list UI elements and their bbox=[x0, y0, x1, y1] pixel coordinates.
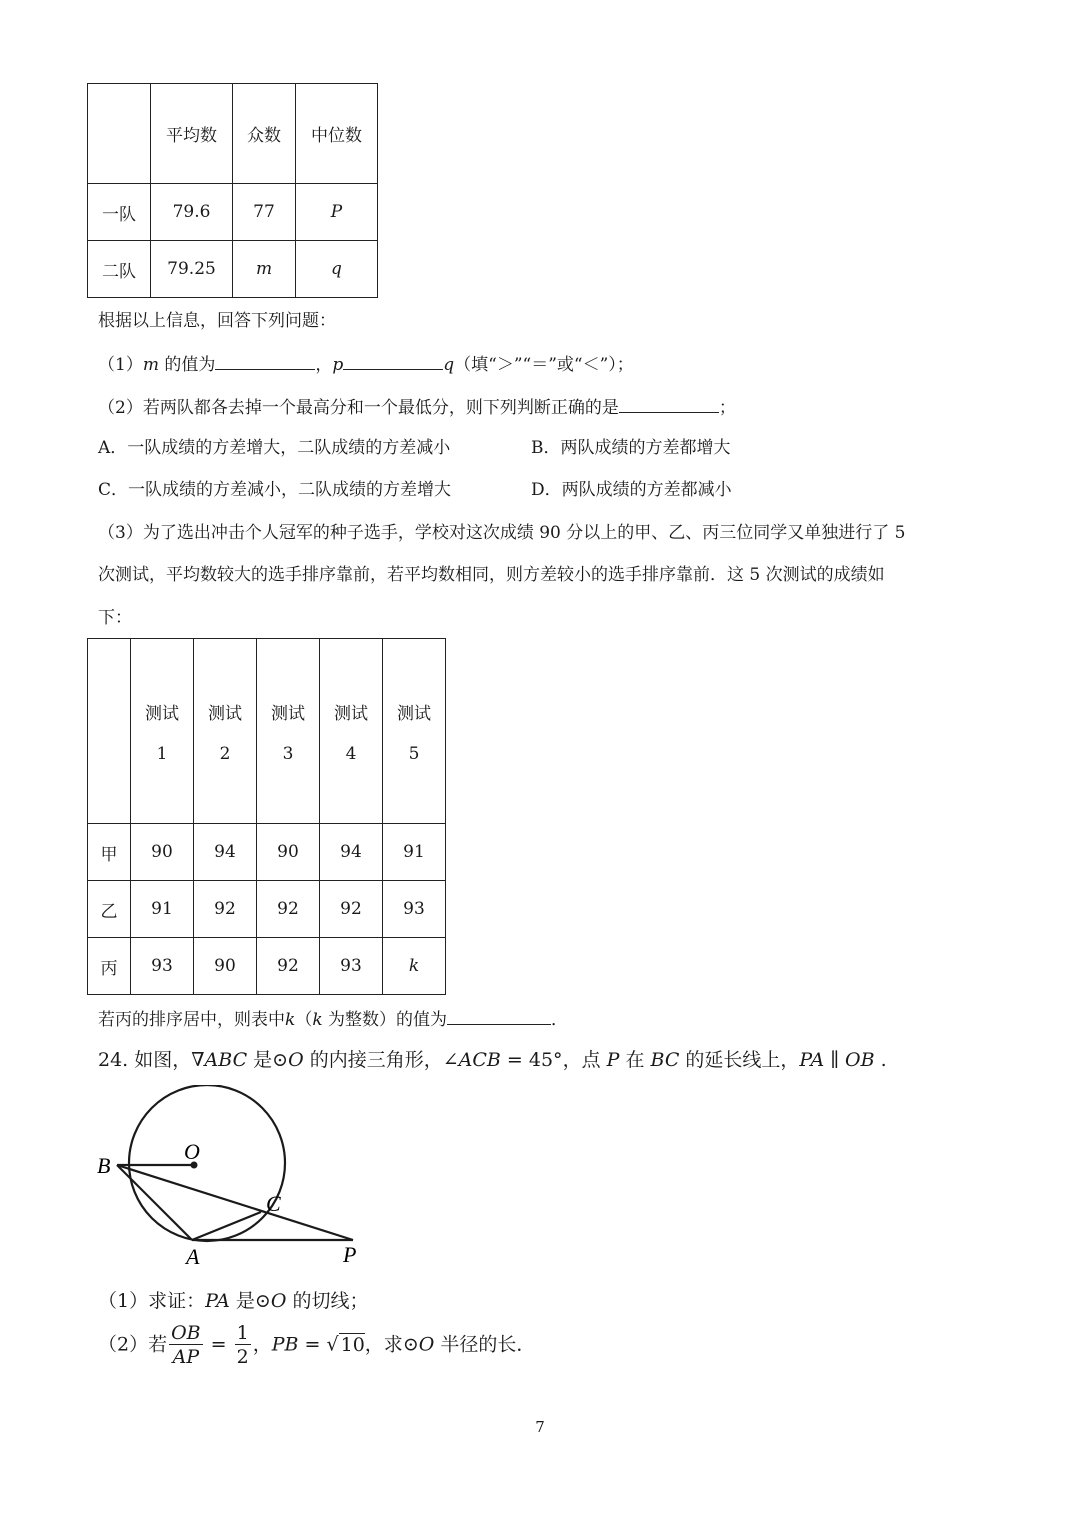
table-cell: 92 bbox=[320, 881, 383, 938]
circle-o bbox=[129, 1085, 285, 1241]
question-3-line-1: （3）为了选出冲击个人冠军的种子选手，学校对这次成绩 90 分以上的甲、乙、丙三位同学又单独进行了 5 bbox=[98, 523, 906, 543]
table-cell: 乙 bbox=[88, 881, 131, 938]
question-3-answer: 若丙的排序居中，则表中k（k 为整数）的值为 ． bbox=[98, 1006, 568, 1032]
label-b: B bbox=[97, 1153, 111, 1178]
table-cell: 一队 bbox=[88, 184, 151, 241]
stats-table bbox=[87, 83, 378, 298]
table-cell: 90 bbox=[257, 824, 320, 881]
test-scores-table bbox=[87, 638, 446, 995]
subquestion-2: （2）若 $\frac{OB}{AP}$ = $\frac{1}{2}$ ，PB = √ 10，求⊙O 半径的长． bbox=[98, 1322, 536, 1368]
table-header-cell: 中位数 bbox=[296, 84, 378, 184]
answer-blank[interactable] bbox=[215, 351, 315, 370]
label-p: P bbox=[343, 1242, 357, 1267]
table-cell: 丙 bbox=[88, 938, 131, 995]
answer-blank[interactable] bbox=[619, 394, 719, 413]
table-header-cell: 平均数 bbox=[151, 84, 233, 184]
label-a: A bbox=[186, 1244, 200, 1269]
table-header-cell bbox=[88, 639, 131, 824]
table-header-cell: 测试 4 bbox=[320, 639, 383, 824]
table-cell: 94 bbox=[320, 824, 383, 881]
option-a: A．一队成绩的方差增大，二队成绩的方差减小 bbox=[98, 438, 451, 458]
option-c: C．一队成绩的方差减小，二队成绩的方差增大 bbox=[98, 480, 452, 500]
table-header-cell: 测试 1 bbox=[131, 639, 194, 824]
geometry-figure bbox=[90, 1085, 380, 1275]
table-cell: m bbox=[233, 241, 296, 298]
answer-blank[interactable] bbox=[447, 1006, 551, 1025]
answer-blank[interactable] bbox=[343, 351, 443, 370]
segment-bp bbox=[117, 1165, 353, 1240]
table-cell: P bbox=[296, 184, 378, 241]
label-c: C bbox=[266, 1191, 281, 1216]
table-cell: 92 bbox=[257, 881, 320, 938]
table-cell: 93 bbox=[383, 881, 446, 938]
fraction-one-half: $\frac{1}{2}$ bbox=[236, 1322, 249, 1368]
table-cell: 90 bbox=[194, 938, 257, 995]
table-cell: q bbox=[296, 241, 378, 298]
page-number: 7 bbox=[535, 1418, 545, 1436]
table-row bbox=[88, 824, 446, 881]
table-header-cell bbox=[88, 84, 151, 184]
table-row bbox=[88, 938, 446, 995]
table-cell: 79.25 bbox=[151, 241, 233, 298]
question-1: （1）m 的值为 ，p q（填“＞”“＝”或“＜”）； bbox=[98, 351, 634, 377]
table-row bbox=[88, 241, 378, 298]
table-cell: 77 bbox=[233, 184, 296, 241]
table-cell: 91 bbox=[131, 881, 194, 938]
table-cell: k bbox=[383, 938, 446, 995]
label-o: O bbox=[184, 1139, 200, 1164]
table-cell: 91 bbox=[383, 824, 446, 881]
table-cell: 79.6 bbox=[151, 184, 233, 241]
table-cell: 92 bbox=[257, 938, 320, 995]
table-cell: 92 bbox=[194, 881, 257, 938]
subquestion-1: （1）求证：PA 是⊙O 的切线； bbox=[98, 1290, 369, 1312]
table-header-cell: 测试 2 bbox=[194, 639, 257, 824]
table-cell: 93 bbox=[131, 938, 194, 995]
question-3-line-3: 下： bbox=[98, 608, 132, 628]
table-row bbox=[88, 881, 446, 938]
table-header-cell: 测试 3 bbox=[257, 639, 320, 824]
option-b: B．两队成绩的方差都增大 bbox=[531, 438, 731, 458]
table-header-cell: 众数 bbox=[233, 84, 296, 184]
question-2: （2）若两队都各去掉一个最高分和一个最低分，则下列判断正确的是 ； bbox=[98, 394, 736, 420]
question-3-line-2: 次测试，平均数较大的选手排序靠前，若平均数相同，则方差较小的选手排序靠前．这 5 次测试的成绩如 bbox=[98, 565, 885, 585]
problem-24-statement: 24. 如图，∇ABC 是⊙O 的内接三角形，∠ACB = 45°，点 P 在 BC 的延长线上，PA ∥ OB . bbox=[98, 1049, 887, 1071]
table-cell: 93 bbox=[320, 938, 383, 995]
segment-ac bbox=[192, 1212, 261, 1240]
table-cell: 二队 bbox=[88, 241, 151, 298]
option-d: D．两队成绩的方差都减小 bbox=[531, 480, 732, 500]
table-cell: 90 bbox=[131, 824, 194, 881]
intro-text: 根据以上信息，回答下列问题： bbox=[98, 311, 336, 331]
fraction-ob-ap: $\frac{OB}{AP}$ bbox=[171, 1322, 201, 1368]
table-cell: 94 bbox=[194, 824, 257, 881]
table-cell: 甲 bbox=[88, 824, 131, 881]
table-row bbox=[88, 184, 378, 241]
table-header-cell: 测试 5 bbox=[383, 639, 446, 824]
